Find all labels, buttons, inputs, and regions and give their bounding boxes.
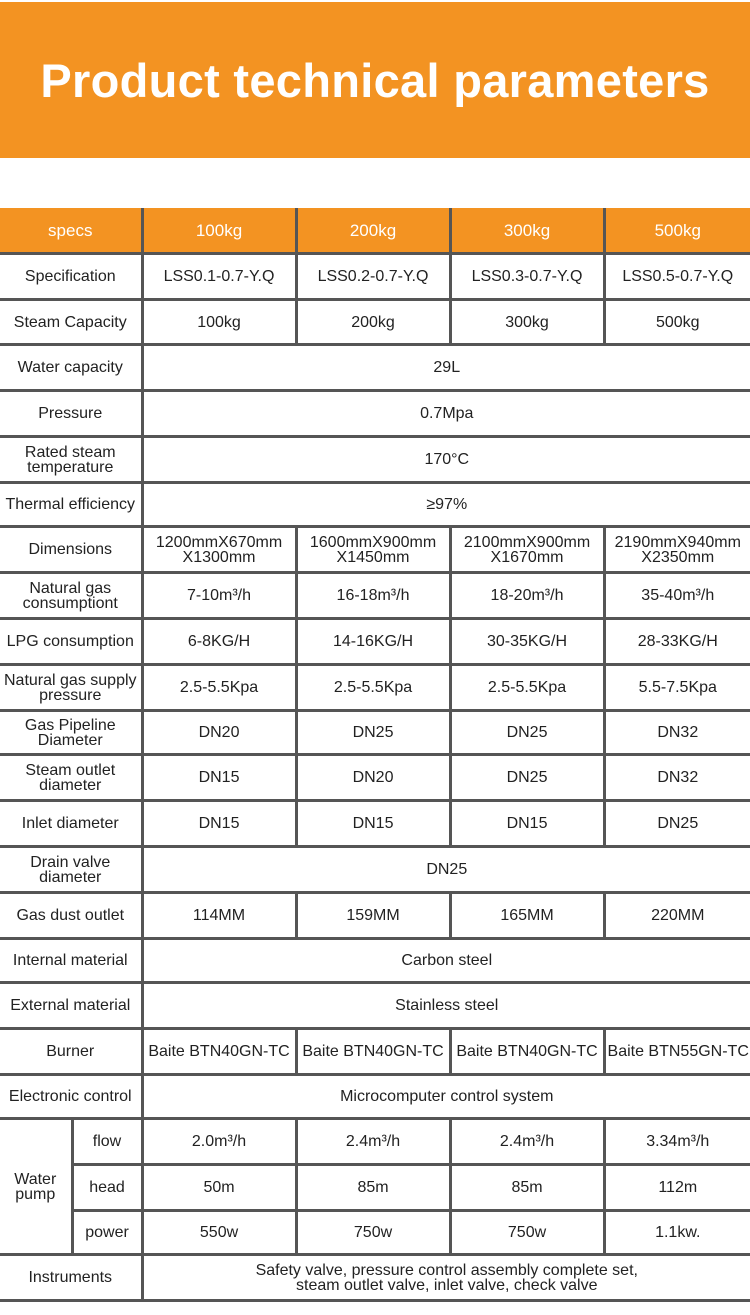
cell: DN15: [142, 801, 296, 847]
cell: 85m: [296, 1165, 450, 1211]
cell: DN20: [296, 755, 450, 801]
cell: 100kg: [142, 300, 296, 345]
row-label: Instruments: [0, 1255, 142, 1301]
cell: 500kg: [604, 300, 750, 345]
cell: Baite BTN40GN-TC: [296, 1029, 450, 1075]
row-label: Steam outlet diameter: [0, 755, 142, 801]
cell: 2.4m³/h: [296, 1119, 450, 1165]
cell: Microcomputer control system: [142, 1075, 750, 1119]
cell: 750w: [450, 1211, 604, 1255]
table-row: [0, 619, 750, 665]
table-row: [0, 711, 750, 755]
cell: 2.4m³/h: [450, 1119, 604, 1165]
cell: 114MM: [142, 893, 296, 939]
header-300kg: 300kg: [450, 208, 604, 254]
table-row: [0, 1255, 750, 1301]
cell: 165MM: [450, 893, 604, 939]
cell: 2100mmX900mm X1670mm: [450, 527, 604, 573]
cell: 220MM: [604, 893, 750, 939]
cell: LSS0.3-0.7-Y.Q: [450, 254, 604, 300]
table-row: [0, 893, 750, 939]
cell: 0.7Mpa: [142, 391, 750, 437]
cell: 35-40m³/h: [604, 573, 750, 619]
cell: 6-8KG/H: [142, 619, 296, 665]
row-label-water-pump: Water pump: [0, 1119, 72, 1255]
table-row: [0, 1119, 750, 1165]
cell: Baite BTN40GN-TC: [450, 1029, 604, 1075]
cell: 300kg: [450, 300, 604, 345]
cell: 85m: [450, 1165, 604, 1211]
row-label: Dimensions: [0, 527, 142, 573]
row-label: Gas dust outlet: [0, 893, 142, 939]
cell: 2.0m³/h: [142, 1119, 296, 1165]
cell: DN25: [450, 711, 604, 755]
instruments-line-1: Safety valve, pressure control assembly complete set,: [255, 1261, 638, 1279]
cell: DN32: [604, 755, 750, 801]
table-row: [0, 801, 750, 847]
cell: 2.5-5.5Kpa: [450, 665, 604, 711]
cell: 2.5-5.5Kpa: [142, 665, 296, 711]
cell: DN15: [296, 801, 450, 847]
cell: 1600mmX900mm X1450mm: [296, 527, 450, 573]
parameters-table: [0, 208, 750, 1302]
table-row: [0, 847, 750, 893]
header-row: [0, 208, 750, 254]
cell: DN25: [450, 755, 604, 801]
instruments-line-2: steam outlet valve, inlet valve, check valve: [296, 1276, 598, 1294]
cell: 3.34m³/h: [604, 1119, 750, 1165]
table-row: [0, 437, 750, 483]
cell: 7-10m³/h: [142, 573, 296, 619]
table-row: [0, 483, 750, 527]
row-label: Natural gas supply pressure: [0, 665, 142, 711]
page-title: Product technical parameters: [40, 53, 710, 107]
cell: Baite BTN55GN-TC: [604, 1029, 750, 1075]
row-label: Inlet diameter: [0, 801, 142, 847]
cell: 170°C: [142, 437, 750, 483]
row-label: Pressure: [0, 391, 142, 437]
cell: 14-16KG/H: [296, 619, 450, 665]
cell: 750w: [296, 1211, 450, 1255]
row-label: Specification: [0, 254, 142, 300]
table-row: [0, 1211, 750, 1255]
table-row: [0, 300, 750, 345]
cell: 1200mmX670mm X1300mm: [142, 527, 296, 573]
table-row: [0, 1165, 750, 1211]
cell: DN25: [604, 801, 750, 847]
cell: 5.5-7.5Kpa: [604, 665, 750, 711]
row-label: Gas Pipeline Diameter: [0, 711, 142, 755]
table-row: [0, 345, 750, 391]
row-label: Burner: [0, 1029, 142, 1075]
row-label: Electronic control: [0, 1075, 142, 1119]
cell-instruments: [142, 1255, 750, 1301]
table-row: [0, 665, 750, 711]
cell: 29L: [142, 345, 750, 391]
cell: Carbon steel: [142, 939, 750, 983]
sub-label: flow: [72, 1119, 142, 1165]
row-label: LPG consumption: [0, 619, 142, 665]
table-row: [0, 573, 750, 619]
cell: 28-33KG/H: [604, 619, 750, 665]
cell: 30-35KG/H: [450, 619, 604, 665]
table-row: [0, 527, 750, 573]
cell: ≥97%: [142, 483, 750, 527]
cell: DN20: [142, 711, 296, 755]
row-label: Steam Capacity: [0, 300, 142, 345]
header-200kg: 200kg: [296, 208, 450, 254]
cell: DN25: [142, 847, 750, 893]
table-row: [0, 391, 750, 437]
cell: 1.1kw.: [604, 1211, 750, 1255]
cell: Baite BTN40GN-TC: [142, 1029, 296, 1075]
cell: 159MM: [296, 893, 450, 939]
cell: 18-20m³/h: [450, 573, 604, 619]
table-row: [0, 939, 750, 983]
cell: DN15: [142, 755, 296, 801]
cell: Stainless steel: [142, 983, 750, 1029]
row-label: Drain valve diameter: [0, 847, 142, 893]
cell: DN25: [296, 711, 450, 755]
cell: LSS0.5-0.7-Y.Q: [604, 254, 750, 300]
row-label: Internal material: [0, 939, 142, 983]
table-row: [0, 755, 750, 801]
sub-label: head: [72, 1165, 142, 1211]
title-banner: [0, 2, 750, 158]
cell: 112m: [604, 1165, 750, 1211]
row-label: External material: [0, 983, 142, 1029]
cell: 50m: [142, 1165, 296, 1211]
cell: LSS0.2-0.7-Y.Q: [296, 254, 450, 300]
header-specs: specs: [0, 208, 142, 254]
cell: 2.5-5.5Kpa: [296, 665, 450, 711]
cell: 16-18m³/h: [296, 573, 450, 619]
cell: 550w: [142, 1211, 296, 1255]
table-row: [0, 983, 750, 1029]
row-label: Water capacity: [0, 345, 142, 391]
table-row: [0, 1029, 750, 1075]
cell: LSS0.1-0.7-Y.Q: [142, 254, 296, 300]
table-row: [0, 1075, 750, 1119]
table-row: [0, 254, 750, 300]
cell: DN32: [604, 711, 750, 755]
header-500kg: 500kg: [604, 208, 750, 254]
header-100kg: 100kg: [142, 208, 296, 254]
row-label: Natural gas consumptiont: [0, 573, 142, 619]
cell: 2190mmX940mm X2350mm: [604, 527, 750, 573]
cell: DN15: [450, 801, 604, 847]
cell: 200kg: [296, 300, 450, 345]
sub-label: power: [72, 1211, 142, 1255]
row-label: Rated steam temperature: [0, 437, 142, 483]
row-label: Thermal efficiency: [0, 483, 142, 527]
